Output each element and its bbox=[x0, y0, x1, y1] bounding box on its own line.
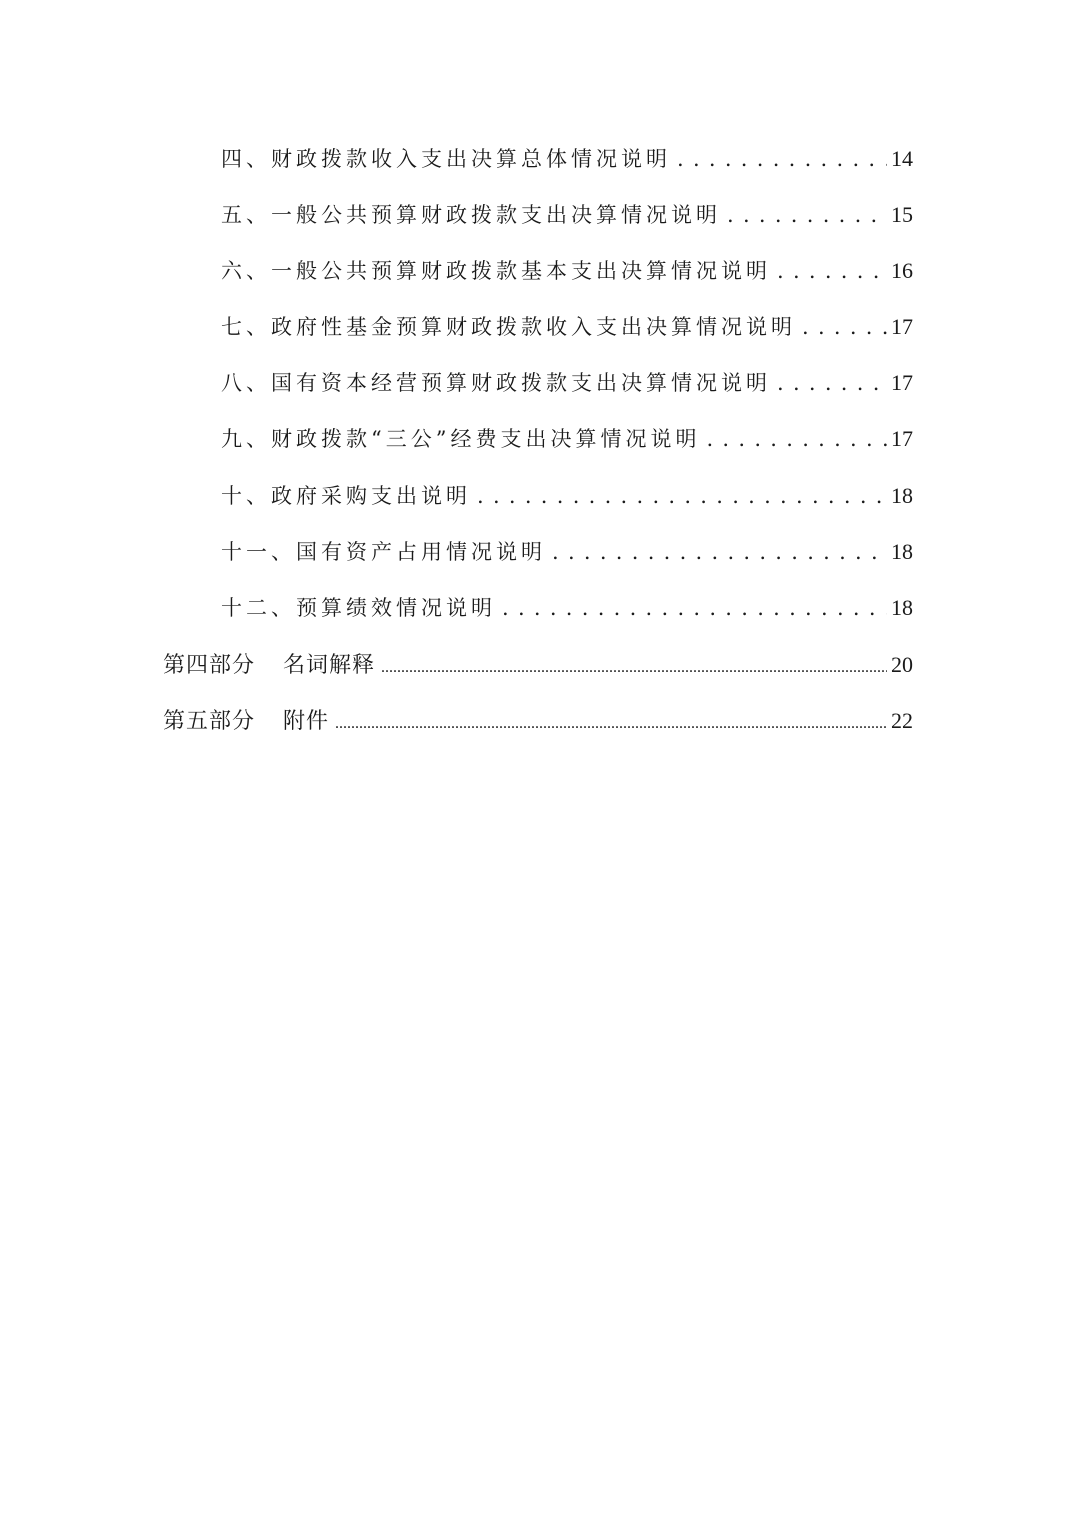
toc-dot-leader bbox=[777, 254, 887, 288]
toc-part-number: 第五部分 bbox=[163, 709, 256, 734]
toc-entry-title: 九、财政拨款“三公”经费支出决算情况说明 bbox=[221, 427, 701, 451]
toc-entry-11[interactable] bbox=[221, 535, 913, 569]
toc-entry-12[interactable] bbox=[221, 591, 913, 625]
toc-page-number: 18 bbox=[891, 595, 913, 620]
toc-part-title: 附件 bbox=[283, 709, 330, 734]
toc-dot-leader bbox=[335, 707, 887, 741]
toc-part-number: 第四部分 bbox=[163, 653, 256, 678]
toc-part-heading bbox=[163, 649, 375, 683]
toc-dot-leader bbox=[477, 479, 887, 513]
toc-entry-title: 六、一般公共预算财政拨款基本支出决算情况说明 bbox=[221, 259, 771, 283]
toc-part-4[interactable] bbox=[163, 648, 913, 682]
toc-page-number: 17 bbox=[891, 370, 913, 395]
toc-entry-title: 四、财政拨款收入支出决算总体情况说明 bbox=[221, 147, 671, 171]
toc-dot-leader bbox=[802, 310, 887, 344]
toc-dot-leader bbox=[552, 535, 887, 569]
toc-page-number: 17 bbox=[891, 426, 913, 451]
toc-page-number: 18 bbox=[891, 539, 913, 564]
toc-entry-title: 七、政府性基金预算财政拨款收入支出决算情况说明 bbox=[221, 315, 796, 339]
toc-page-number: 17 bbox=[891, 314, 913, 339]
toc-page-number: 14 bbox=[891, 146, 913, 171]
toc-dot-leader bbox=[777, 366, 887, 400]
toc-entry-title: 十、政府采购支出说明 bbox=[221, 484, 471, 508]
toc-page-number: 16 bbox=[891, 258, 913, 283]
toc-entry-6[interactable] bbox=[221, 254, 913, 288]
toc-entry-title: 八、国有资本经营预算财政拨款支出决算情况说明 bbox=[221, 371, 771, 395]
toc-entry-title: 十一、国有资产占用情况说明 bbox=[221, 540, 546, 564]
toc-entry-8[interactable] bbox=[221, 366, 913, 400]
toc-entry-4[interactable] bbox=[221, 142, 913, 176]
toc-entry-title: 十二、预算绩效情况说明 bbox=[221, 596, 496, 620]
toc-dot-leader bbox=[381, 651, 887, 685]
toc-entry-9[interactable] bbox=[221, 422, 913, 456]
toc-entry-7[interactable] bbox=[221, 310, 913, 344]
toc-entry-5[interactable] bbox=[221, 198, 913, 232]
toc-entry-10[interactable] bbox=[221, 479, 913, 513]
toc-page-number: 22 bbox=[891, 708, 913, 733]
toc-dot-leader bbox=[677, 142, 887, 176]
toc-part-heading bbox=[163, 705, 329, 739]
toc-dot-leader bbox=[502, 591, 887, 625]
toc-dot-leader bbox=[727, 198, 887, 232]
toc-page-number: 15 bbox=[891, 202, 913, 227]
toc-page-number: 20 bbox=[891, 652, 913, 677]
toc-dot-leader bbox=[706, 422, 887, 456]
toc-entry-title: 五、一般公共预算财政拨款支出决算情况说明 bbox=[221, 203, 721, 227]
toc-page-number: 18 bbox=[891, 483, 913, 508]
toc-part-5[interactable] bbox=[163, 704, 913, 738]
toc-part-title: 名词解释 bbox=[283, 653, 376, 678]
